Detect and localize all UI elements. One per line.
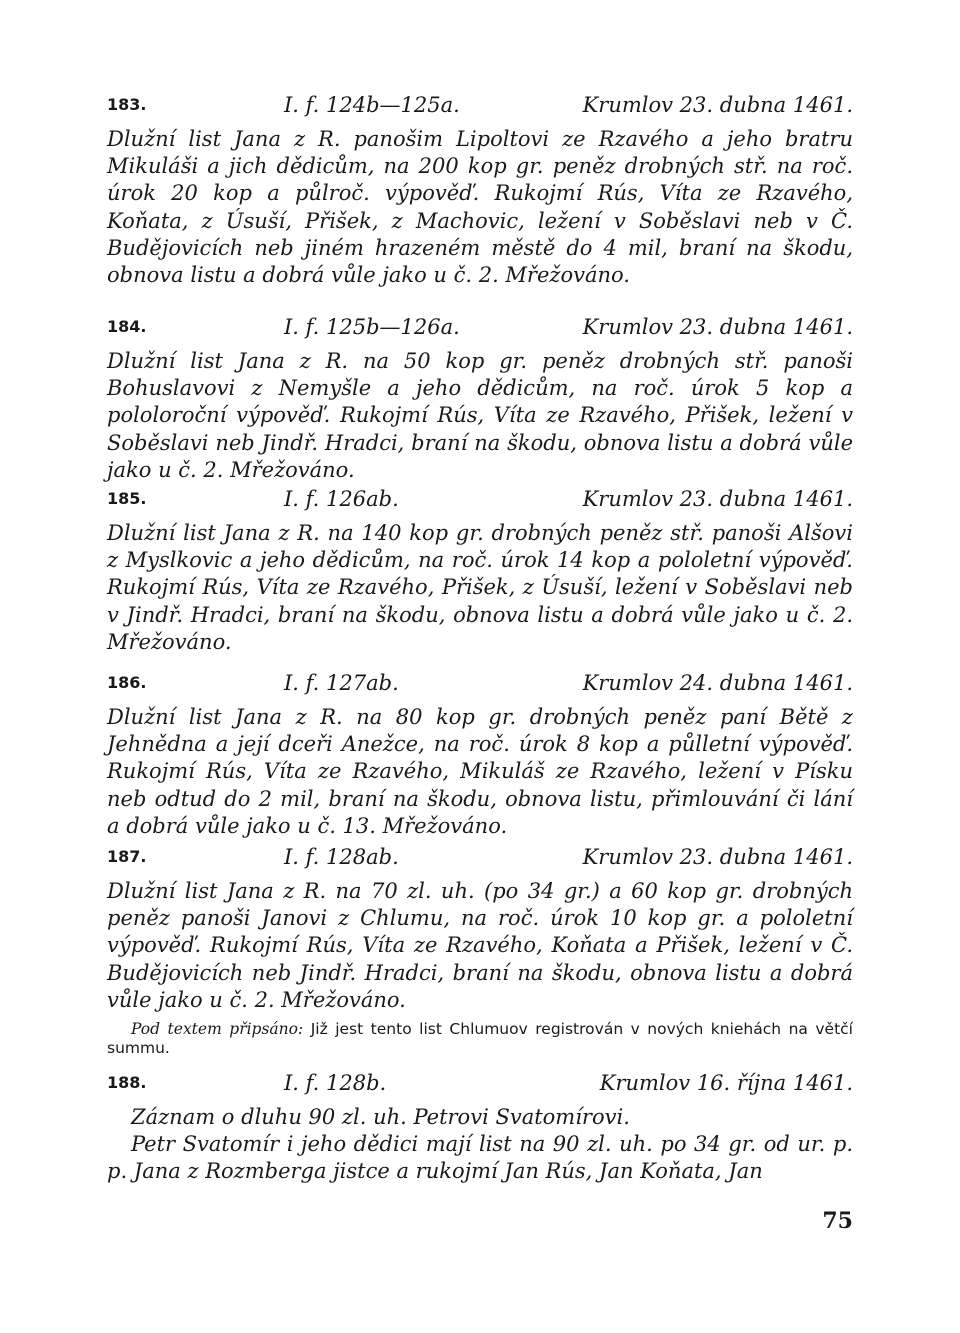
entry-folio: I. f. 128ab. bbox=[284, 845, 399, 869]
entry-188 bbox=[107, 1068, 853, 1186]
entry-place-date: Krumlov 23. dubna 1461. bbox=[582, 93, 853, 117]
entry-header bbox=[107, 1068, 853, 1098]
entry-place-date: Krumlov 23. dubna 1461. bbox=[582, 315, 853, 339]
entry-number: 185. bbox=[107, 489, 147, 508]
entry-text: Dlužní list Jana z R. na 80 kop gr. drobných peněz paní Bětě z Jehnědna a její dceři Anežce, na roč. úrok 8 kop a půlletní výpověď. Rukojmí Rús, Víta ze Rzavého, Mikuláš ze Rzavého, ležení v Písku neb odtud do 2 mil, braní na škodu, obnova listu, přimlouvání či lání a dobrá vůle jako u č. 13. Mřežováno. bbox=[107, 705, 853, 838]
entry-number: 183. bbox=[107, 95, 147, 114]
entry-header bbox=[107, 90, 853, 120]
entry-note bbox=[107, 1020, 853, 1058]
entry-header bbox=[107, 842, 853, 872]
entry-text: Dlužní list Jana z R. panošim Lipoltovi ze Rzavého a jeho bratru Mikuláši a jich dědicům, na 200 kop gr. peněz drobných stř. na roč. úrok 20 kop a půlroč. výpověď. Rukojmí Rús, Víta ze Rzavého, Koňata, z Úsuší, Přišek, z Machovic, ležení v Soběslavi neb v Č. Budějovicích neb jiném hrazeném městě do 4 mil, braní na škodu, obnova listu a dobrá vůle jako u č. 2. Mřežováno. bbox=[107, 127, 853, 288]
entry-place-date: Krumlov 16. října 1461. bbox=[599, 1071, 853, 1095]
entry-184 bbox=[107, 312, 853, 484]
entry-folio: I. f. 127ab. bbox=[284, 671, 399, 695]
note-label: Pod textem připsáno: bbox=[131, 1020, 304, 1039]
entry-number: 186. bbox=[107, 673, 147, 692]
note-text: Již jest tento list Chlumuov registrován v nových kniehách na větčí summu. bbox=[107, 1020, 853, 1058]
entry-folio: I. f. 125b—126a. bbox=[284, 315, 460, 339]
entry-header bbox=[107, 484, 853, 514]
entry-paragraph: Petr Svatomír i jeho dědici mají list na 90 zl. uh. po 34 gr. od ur. p. p. Jana z Rozmberga jistce a rukojmí Jan Rús, Jan Koňata, Jan bbox=[107, 1132, 853, 1184]
entry-text: Dlužní list Jana z R. na 140 kop gr. drobných peněz stř. panoši Alšovi z Myslkovic a jeho dědicům, na roč. úrok 14 kop a pololetní výpověď. Rukojmí Rús, Víta ze Rzavého, Přišek, z Úsuší, ležení v Soběslavi neb v Jindř. Hradci, braní na škodu, obnova listu a dobrá vůle jako u č. 2. Mřežováno. bbox=[107, 521, 853, 654]
entry-folio: I. f. 128b. bbox=[284, 1071, 387, 1095]
entry-place-date: Krumlov 23. dubna 1461. bbox=[582, 487, 853, 511]
entry-number: 188. bbox=[107, 1073, 147, 1092]
entry-text: Dlužní list Jana z R. na 70 zl. uh. (po 34 gr.) a 60 kop gr. drobných peněz panoši Janovi z Chlumu, na roč. úrok 10 kop gr. a pololetní výpověď. Rukojmí Rús, Víta ze Rzavého, Koňata a Přišek, ležení v Č. Budějovicích neb Jindř. Hradci, braní na škodu, obnova listu a dobrá vůle jako u č. 2. Mřežováno. bbox=[107, 879, 853, 1012]
page-number: 75 bbox=[822, 1208, 853, 1234]
entry-text bbox=[107, 1104, 853, 1186]
entry-place-date: Krumlov 23. dubna 1461. bbox=[582, 845, 853, 869]
entry-text: Dlužní list Jana z R. na 50 kop gr. peněz drobných stř. panoši Bohuslavovi z Nemyšle a jeho dědicům, na roč. úrok 5 kop a pololoroční výpověď. Rukojmí Rús, Víta ze Rzavého, Přišek, ležení v Soběslavi neb Jindř. Hradci, braní na škodu, obnova listu a dobrá vůle jako u č. 2. Mřežováno. bbox=[107, 349, 853, 482]
entry-185 bbox=[107, 484, 853, 656]
entry-187 bbox=[107, 842, 853, 1058]
entry-number: 184. bbox=[107, 317, 147, 336]
entry-186 bbox=[107, 668, 853, 840]
entry-header bbox=[107, 312, 853, 342]
entry-place-date: Krumlov 24. dubna 1461. bbox=[582, 671, 853, 695]
entry-folio: I. f. 124b—125a. bbox=[284, 93, 460, 117]
entry-183 bbox=[107, 90, 853, 289]
entry-header bbox=[107, 668, 853, 698]
entry-folio: I. f. 126ab. bbox=[284, 487, 399, 511]
entry-number: 187. bbox=[107, 847, 147, 866]
entry-summary: Záznam o dluhu 90 zl. uh. Petrovi Svatomírovi. bbox=[131, 1105, 630, 1129]
